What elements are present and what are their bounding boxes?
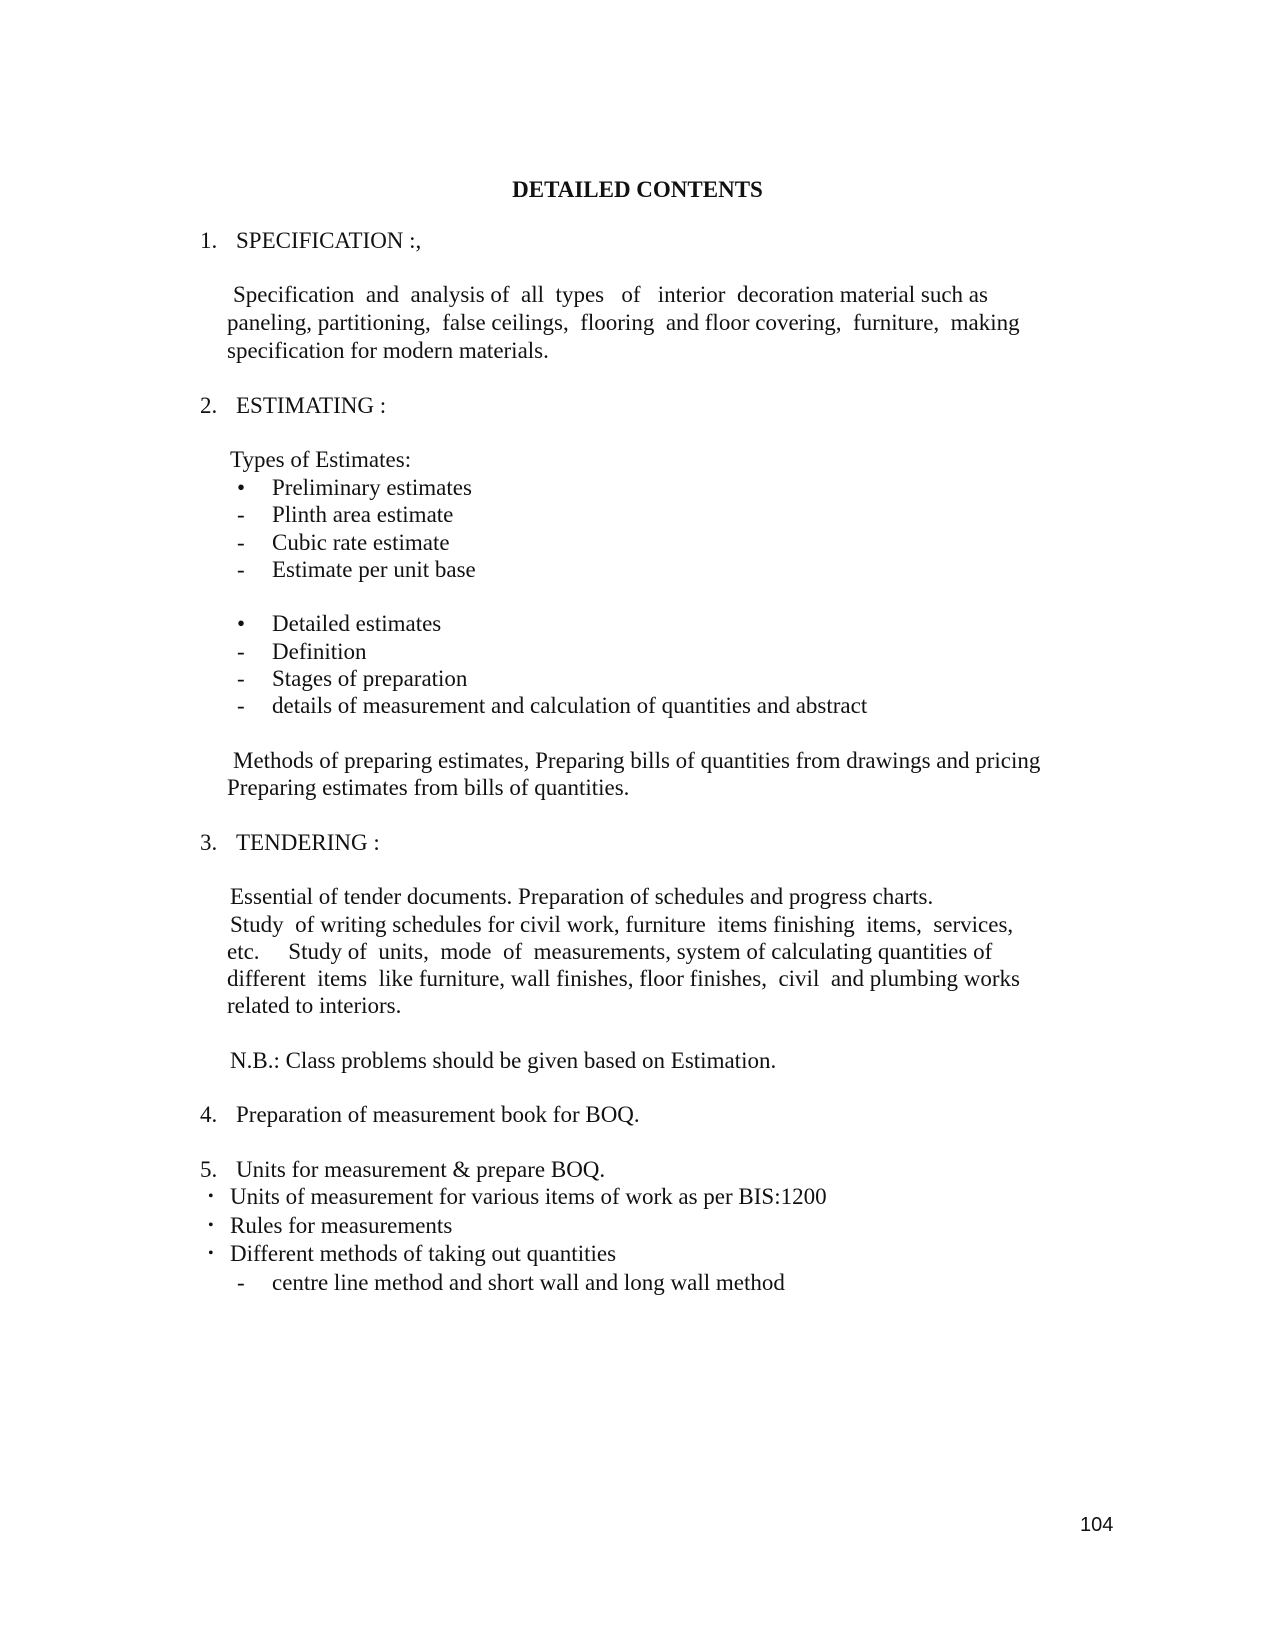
section-2-number: 2.: [200, 393, 218, 418]
section-5-heading: Units for measurement & prepare BOQ.: [236, 1157, 606, 1182]
bullet-dot-icon: •: [237, 475, 246, 500]
list-item: Plinth area estimate: [272, 502, 454, 527]
list-item: Units of measurement for various items of work as per BIS:1200: [230, 1184, 827, 1209]
bullet-dot-icon: •: [208, 1188, 214, 1205]
section-4-number: 4.: [200, 1102, 218, 1127]
list-item: Definition: [272, 639, 367, 664]
bullet-dot-icon: •: [208, 1217, 214, 1234]
bullet-dot-icon: •: [208, 1245, 214, 1262]
section-3-line-5: related to interiors.: [227, 993, 402, 1018]
section-1-line-3: specification for modern materials.: [227, 338, 549, 363]
dash-marker: -: [237, 1270, 245, 1295]
section-2-intro: Types of Estimates:: [230, 447, 412, 472]
list-item: Preliminary estimates: [272, 475, 472, 500]
section-3-line-3: etc. Study of units, mode of measurements, system of calculating quantities of: [227, 939, 993, 964]
dash-marker: -: [237, 693, 245, 718]
section-3-line-4: different items like furniture, wall finishes, floor finishes, civil and plumbing works: [227, 966, 1020, 991]
page-number: 104: [1080, 1514, 1114, 1536]
section-5-number: 5.: [200, 1157, 218, 1182]
list-item: Rules for measurements: [230, 1213, 453, 1238]
section-3-number: 3.: [200, 830, 218, 855]
dash-marker: -: [237, 530, 245, 555]
page-title: DETAILED CONTENTS: [512, 177, 763, 202]
dash-marker: -: [237, 639, 245, 664]
section-3-line-2: Study of writing schedules for civil work, furniture items finishing items, services,: [230, 912, 1014, 937]
section-4-heading: Preparation of measurement book for BOQ.: [236, 1102, 640, 1127]
list-item: Different methods of taking out quantities: [230, 1241, 617, 1266]
section-3-note: N.B.: Class problems should be given based on Estimation.: [230, 1048, 777, 1073]
section-2-heading: ESTIMATING :: [236, 393, 387, 418]
section-1-line-1: Specification and analysis of all types of interior decoration material such as: [233, 282, 988, 307]
section-1-line-2: paneling, partitioning, false ceilings, flooring and floor covering, furniture, making: [227, 310, 1020, 335]
dash-marker: -: [237, 502, 245, 527]
list-item: centre line method and short wall and long wall method: [272, 1270, 785, 1295]
list-item: Detailed estimates: [272, 611, 442, 636]
section-1-heading: SPECIFICATION :,: [236, 228, 422, 253]
list-item: Cubic rate estimate: [272, 530, 450, 555]
list-item: details of measurement and calculation of quantities and abstract: [272, 693, 868, 718]
section-3-heading: TENDERING :: [236, 830, 380, 855]
section-3-line-1: Essential of tender documents. Preparation of schedules and progress charts.: [230, 884, 934, 909]
dash-marker: -: [237, 666, 245, 691]
list-item: Stages of preparation: [272, 666, 468, 691]
section-2-closing-1: Methods of preparing estimates, Preparing bills of quantities from drawings and pricing: [233, 748, 1041, 773]
dash-marker: -: [237, 557, 245, 582]
bullet-dot-icon: •: [237, 611, 246, 636]
section-1-number: 1.: [200, 228, 218, 253]
section-2-closing-2: Preparing estimates from bills of quantities.: [227, 775, 630, 800]
list-item: Estimate per unit base: [272, 557, 476, 582]
